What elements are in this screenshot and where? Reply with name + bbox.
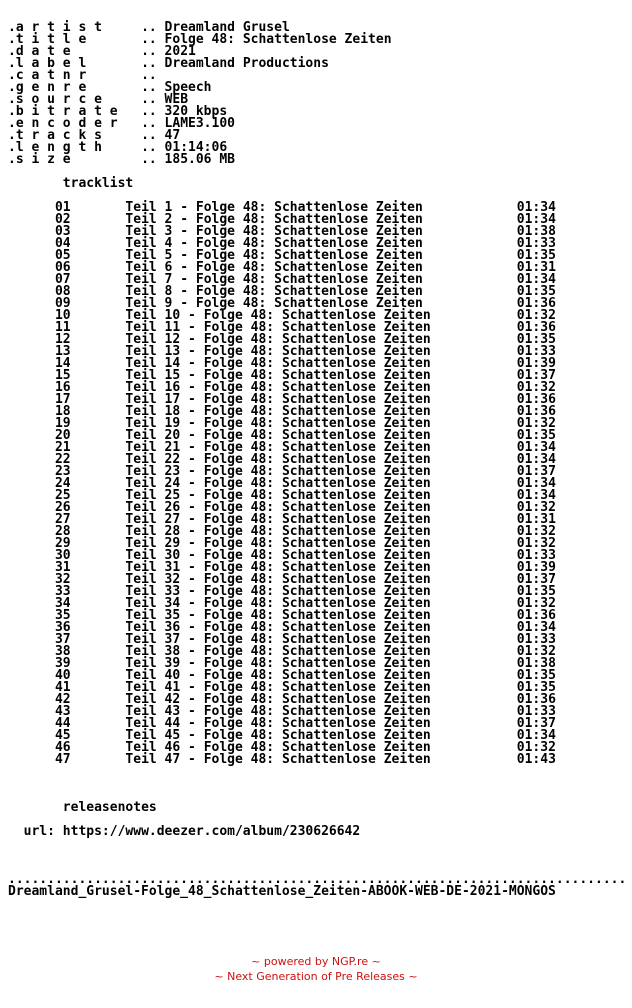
- info-sep: ..: [141, 68, 165, 83]
- info-value: Dreamland Productions: [164, 56, 329, 71]
- info-value: 185.06 MB: [164, 152, 235, 167]
- track-duration: 01:37: [516, 464, 556, 479]
- track-number: 36: [54, 620, 71, 635]
- track-number: 34: [54, 596, 71, 611]
- track-title: Teil 3 - Folge 48: Schattenlose Zeiten: [125, 224, 423, 239]
- info-value: Dreamland Grusel: [164, 20, 290, 35]
- track-number: 18: [54, 404, 71, 419]
- track-number: 29: [54, 536, 71, 551]
- track-title: Teil 8 - Folge 48: Schattenlose Zeiten: [125, 284, 423, 299]
- track-title: Teil 39 - Folge 48: Schattenlose Zeiten: [125, 656, 431, 671]
- footer-tagline: ~ Next Generation of Pre Releases ~: [214, 970, 418, 983]
- track-duration: 01:32: [516, 536, 556, 551]
- track-title: Teil 24 - Folge 48: Schattenlose Zeiten: [125, 476, 431, 491]
- track-number: 12: [54, 332, 71, 347]
- track-duration: 01:35: [516, 248, 556, 263]
- info-sep: ..: [141, 128, 165, 143]
- track-duration: 01:37: [516, 368, 556, 383]
- info-sep: ..: [141, 104, 165, 119]
- track-title: Teil 19 - Folge 48: Schattenlose Zeiten: [125, 416, 431, 431]
- track-title: Teil 7 - Folge 48: Schattenlose Zeiten: [125, 272, 423, 287]
- track-duration: 01:36: [516, 392, 556, 407]
- track-title: Teil 16 - Folge 48: Schattenlose Zeiten: [125, 380, 431, 395]
- info-value: 320 kbps: [164, 104, 228, 119]
- track-number: 14: [54, 356, 71, 371]
- track-duration: 01:34: [516, 452, 556, 467]
- track-duration: 01:37: [516, 716, 556, 731]
- info-sep: ..: [141, 92, 165, 107]
- track-title: Teil 38 - Folge 48: Schattenlose Zeiten: [125, 644, 431, 659]
- track-title: Teil 1 - Folge 48: Schattenlose Zeiten: [125, 200, 423, 215]
- info-key: .a r t i s t: [8, 20, 142, 35]
- track-duration: 01:36: [516, 692, 556, 707]
- track-title: Teil 31 - Folge 48: Schattenlose Zeiten: [125, 560, 431, 575]
- track-title: Teil 15 - Folge 48: Schattenlose Zeiten: [125, 368, 431, 383]
- track-title: Teil 25 - Folge 48: Schattenlose Zeiten: [125, 488, 431, 503]
- track-duration: 01:35: [516, 284, 556, 299]
- track-duration: 01:43: [516, 752, 556, 767]
- releasenotes-heading: releasenotes: [62, 800, 157, 815]
- track-number: 40: [54, 668, 71, 683]
- track-duration: 01:32: [516, 416, 556, 431]
- track-duration: 01:38: [516, 224, 556, 239]
- track-title: Teil 10 - Folge 48: Schattenlose Zeiten: [125, 308, 431, 323]
- track-duration: 01:31: [516, 260, 556, 275]
- track-title: Teil 6 - Folge 48: Schattenlose Zeiten: [125, 260, 423, 275]
- gap: [71, 752, 126, 767]
- track-title: Teil 4 - Folge 48: Schattenlose Zeiten: [125, 236, 423, 251]
- track-number: 42: [54, 692, 71, 707]
- track-duration: 01:35: [516, 332, 556, 347]
- track-number: 05: [54, 248, 71, 263]
- info-key: .g e n r e: [8, 80, 142, 95]
- release-name: Dreamland_Grusel-Folge_48_Schattenlose_Zeiten-ABOOK-WEB-DE-2021-MONGOS: [8, 884, 556, 899]
- track-duration: 01:34: [516, 212, 556, 227]
- info-sep: ..: [141, 44, 165, 59]
- track-duration: 01:33: [516, 344, 556, 359]
- track-title: Teil 11 - Folge 48: Schattenlose Zeiten: [125, 320, 431, 335]
- track-number: 19: [54, 416, 71, 431]
- track-duration: 01:35: [516, 428, 556, 443]
- track-title: Teil 36 - Folge 48: Schattenlose Zeiten: [125, 620, 431, 635]
- track-number: 01: [54, 200, 71, 215]
- track-title: Teil 22 - Folge 48: Schattenlose Zeiten: [125, 452, 431, 467]
- track-number: 24: [54, 476, 71, 491]
- url-label: url:: [23, 824, 55, 839]
- track-number: 11: [54, 320, 71, 335]
- track-title: Teil 13 - Folge 48: Schattenlose Zeiten: [125, 344, 431, 359]
- info-value: Folge 48: Schattenlose Zeiten: [164, 32, 392, 47]
- track-number: 32: [54, 572, 71, 587]
- track-duration: 01:34: [516, 272, 556, 287]
- info-key: .l a b e l: [8, 56, 142, 71]
- info-value: 01:14:06: [164, 140, 228, 155]
- separator-line: ...............................................................................: [8, 872, 627, 887]
- track-title: Teil 40 - Folge 48: Schattenlose Zeiten: [125, 668, 431, 683]
- track-number: 02: [54, 212, 71, 227]
- track-number: 46: [54, 740, 71, 755]
- track-title: Teil 33 - Folge 48: Schattenlose Zeiten: [125, 584, 431, 599]
- track-title: Teil 41 - Folge 48: Schattenlose Zeiten: [125, 680, 431, 695]
- info-key: .t r a c k s: [8, 128, 142, 143]
- track-duration: 01:36: [516, 296, 556, 311]
- track-number: 26: [54, 500, 71, 515]
- track-number: 37: [54, 632, 71, 647]
- track-number: 13: [54, 344, 71, 359]
- track-title: Teil 46 - Folge 48: Schattenlose Zeiten: [125, 740, 431, 755]
- track-number: 04: [54, 236, 71, 251]
- footer: [0, 954, 632, 984]
- track-duration: 01:32: [516, 380, 556, 395]
- track-duration: 01:33: [516, 548, 556, 563]
- track-title: Teil 44 - Folge 48: Schattenlose Zeiten: [125, 716, 431, 731]
- track-number: 20: [54, 428, 71, 443]
- track-title: Teil 21 - Folge 48: Schattenlose Zeiten: [125, 440, 431, 455]
- info-block: [8, 20, 392, 167]
- track-row: [8, 752, 556, 767]
- info-value: Speech: [164, 80, 212, 95]
- info-key: .l e n g t h: [8, 140, 142, 155]
- track-duration: 01:34: [516, 476, 556, 491]
- track-number: 03: [54, 224, 71, 239]
- info-value: 2021: [164, 44, 196, 59]
- track-duration: 01:33: [516, 632, 556, 647]
- track-duration: 01:36: [516, 608, 556, 623]
- track-duration: 01:31: [516, 512, 556, 527]
- track-number: 28: [54, 524, 71, 539]
- track-duration: 01:34: [516, 440, 556, 455]
- tracklist-heading: tracklist: [62, 176, 134, 191]
- info-sep: ..: [141, 152, 165, 167]
- info-key: .e n c o d e r: [8, 116, 142, 131]
- track-number: 45: [54, 728, 71, 743]
- info-key: .t i t l e: [8, 32, 142, 47]
- info-key: .b i t r a t e: [8, 104, 142, 119]
- track-duration: 01:34: [516, 728, 556, 743]
- info-sep: ..: [141, 32, 165, 47]
- track-duration: 01:32: [516, 740, 556, 755]
- track-title: Teil 28 - Folge 48: Schattenlose Zeiten: [125, 524, 431, 539]
- info-sep: ..: [141, 116, 165, 131]
- track-title: Teil 35 - Folge 48: Schattenlose Zeiten: [125, 608, 431, 623]
- url-value[interactable]: https://www.deezer.com/album/230626642: [62, 824, 361, 839]
- track-title: Teil 34 - Folge 48: Schattenlose Zeiten: [125, 596, 431, 611]
- track-number: 41: [54, 680, 71, 695]
- track-title: Teil 12 - Folge 48: Schattenlose Zeiten: [125, 332, 431, 347]
- track-title: Teil 14 - Folge 48: Schattenlose Zeiten: [125, 356, 431, 371]
- track-title: Teil 42 - Folge 48: Schattenlose Zeiten: [125, 692, 431, 707]
- track-number: 47: [54, 752, 71, 767]
- track-number: 23: [54, 464, 71, 479]
- track-number: 33: [54, 584, 71, 599]
- track-number: 22: [54, 452, 71, 467]
- track-title: Teil 32 - Folge 48: Schattenlose Zeiten: [125, 572, 431, 587]
- track-duration: 01:34: [516, 620, 556, 635]
- track-title: Teil 20 - Folge 48: Schattenlose Zeiten: [125, 428, 431, 443]
- track-duration: 01:36: [516, 404, 556, 419]
- info-key: .s i z e: [8, 152, 142, 167]
- info-value: LAME3.100: [164, 116, 235, 131]
- info-key: .d a t e: [8, 44, 142, 59]
- track-number: 09: [54, 296, 71, 311]
- track-number: 07: [54, 272, 71, 287]
- info-sep: ..: [141, 80, 165, 95]
- track-number: 27: [54, 512, 71, 527]
- track-duration: 01:34: [516, 200, 556, 215]
- track-number: 31: [54, 560, 71, 575]
- track-number: 30: [54, 548, 71, 563]
- footer-powered-by[interactable]: ~ powered by NGP.re ~: [251, 955, 381, 968]
- info-value: WEB: [164, 92, 189, 107]
- track-duration: 01:37: [516, 572, 556, 587]
- track-duration: 01:33: [516, 236, 556, 251]
- track-title: Teil 27 - Folge 48: Schattenlose Zeiten: [125, 512, 431, 527]
- track-number: 35: [54, 608, 71, 623]
- info-value: 47: [164, 128, 181, 143]
- info-sep: ..: [141, 20, 165, 35]
- track-number: 16: [54, 380, 71, 395]
- track-duration: 01:35: [516, 680, 556, 695]
- track-duration: 01:32: [516, 596, 556, 611]
- track-duration: 01:38: [516, 656, 556, 671]
- track-duration: 01:34: [516, 488, 556, 503]
- track-duration: 01:32: [516, 644, 556, 659]
- track-title: Teil 45 - Folge 48: Schattenlose Zeiten: [125, 728, 431, 743]
- track-number: 38: [54, 644, 71, 659]
- track-number: 44: [54, 716, 71, 731]
- track-duration: 01:32: [516, 500, 556, 515]
- track-duration: 01:39: [516, 356, 556, 371]
- info-sep: ..: [141, 140, 165, 155]
- track-number: 43: [54, 704, 71, 719]
- info-row: [8, 152, 235, 167]
- info-key: .c a t n r: [8, 68, 142, 83]
- track-number: 08: [54, 284, 71, 299]
- track-title: Teil 26 - Folge 48: Schattenlose Zeiten: [125, 500, 431, 515]
- track-duration: 01:33: [516, 704, 556, 719]
- track-duration: 01:32: [516, 308, 556, 323]
- track-title: Teil 37 - Folge 48: Schattenlose Zeiten: [125, 632, 431, 647]
- track-number: 10: [54, 308, 71, 323]
- track-title: Teil 29 - Folge 48: Schattenlose Zeiten: [125, 536, 431, 551]
- info-sep: ..: [141, 56, 165, 71]
- track-title: Teil 5 - Folge 48: Schattenlose Zeiten: [125, 248, 423, 263]
- track-duration: 01:39: [516, 560, 556, 575]
- track-number: 25: [54, 488, 71, 503]
- track-number: 21: [54, 440, 71, 455]
- track-duration: 01:35: [516, 668, 556, 683]
- track-title: Teil 18 - Folge 48: Schattenlose Zeiten: [125, 404, 431, 419]
- track-title: Teil 30 - Folge 48: Schattenlose Zeiten: [125, 548, 431, 563]
- nfo-text: [8, 22, 626, 898]
- tracklist: [8, 200, 556, 767]
- track-number: 39: [54, 656, 71, 671]
- track-title: Teil 43 - Folge 48: Schattenlose Zeiten: [125, 704, 431, 719]
- track-number: 15: [54, 368, 71, 383]
- track-title: Teil 9 - Folge 48: Schattenlose Zeiten: [125, 296, 423, 311]
- track-duration: 01:32: [516, 524, 556, 539]
- track-title: Teil 17 - Folge 48: Schattenlose Zeiten: [125, 392, 431, 407]
- info-key: .s o u r c e: [8, 92, 142, 107]
- track-title: Teil 23 - Folge 48: Schattenlose Zeiten: [125, 464, 431, 479]
- track-number: 17: [54, 392, 71, 407]
- track-title: Teil 47 - Folge 48: Schattenlose Zeiten: [125, 752, 431, 767]
- track-duration: 01:36: [516, 320, 556, 335]
- track-title: Teil 2 - Folge 48: Schattenlose Zeiten: [125, 212, 423, 227]
- track-duration: 01:35: [516, 584, 556, 599]
- track-number: 06: [54, 260, 71, 275]
- gap: [431, 752, 517, 767]
